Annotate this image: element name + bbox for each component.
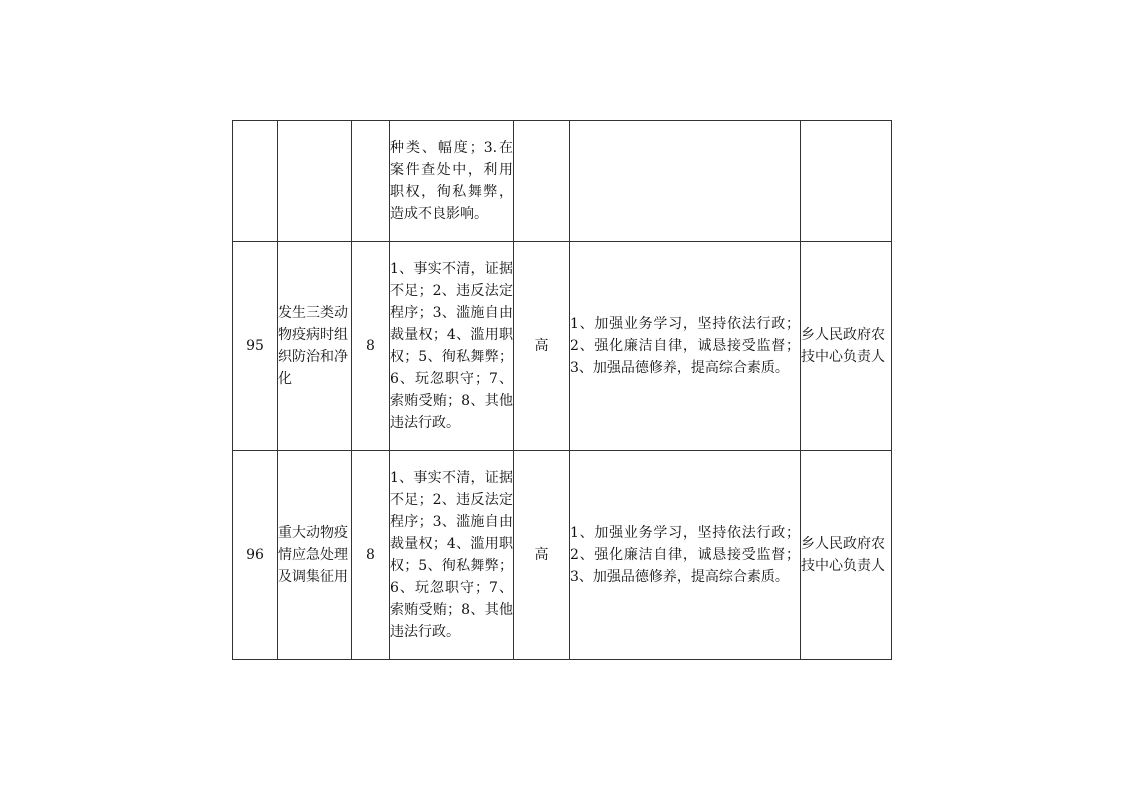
risk-table [232,120,892,660]
item-name-cell [278,121,352,242]
responsible-person-cell: 乡人民政府农技中心负责人 [801,242,892,451]
risk-level-cell [514,121,570,242]
points-cell: 8 [352,451,390,660]
row-number-cell: 96 [233,451,278,660]
prevention-measures-cell [570,121,801,242]
risk-description-cell: 1、事实不清，证据不足；2、违反法定程序；3、滥施自由裁量权；4、滥用职权；5、徇私舞弊；6、玩忽职守；7、索贿受贿；8、其他违法行政。 [390,451,514,660]
row-number-cell: 95 [233,242,278,451]
table-row [233,242,892,451]
item-name-cell: 重大动物疫情应急处理及调集征用 [278,451,352,660]
table-row [233,121,892,242]
risk-description-cell: 1、事实不清，证据不足；2、违反法定程序；3、滥施自由裁量权；4、滥用职权；5、徇私舞弊；6、玩忽职守；7、索贿受贿；8、其他违法行政。 [390,242,514,451]
table-row [233,451,892,660]
points-cell: 8 [352,242,390,451]
responsible-person-cell: 乡人民政府农技中心负责人 [801,451,892,660]
responsible-person-cell [801,121,892,242]
item-name-cell: 发生三类动物疫病时组织防治和净化 [278,242,352,451]
points-cell [352,121,390,242]
risk-description-cell: 种类、幅度；3.在案件查处中，利用职权，徇私舞弊，造成不良影响。 [390,121,514,242]
risk-level-cell: 高 [514,242,570,451]
risk-level-cell: 高 [514,451,570,660]
prevention-measures-cell: 1、加强业务学习，坚持依法行政；2、强化廉洁自律，诚恳接受监督；3、加强品德修养，提高综合素质。 [570,242,801,451]
prevention-measures-cell: 1、加强业务学习，坚持依法行政；2、强化廉洁自律，诚恳接受监督；3、加强品德修养，提高综合素质。 [570,451,801,660]
row-number-cell [233,121,278,242]
